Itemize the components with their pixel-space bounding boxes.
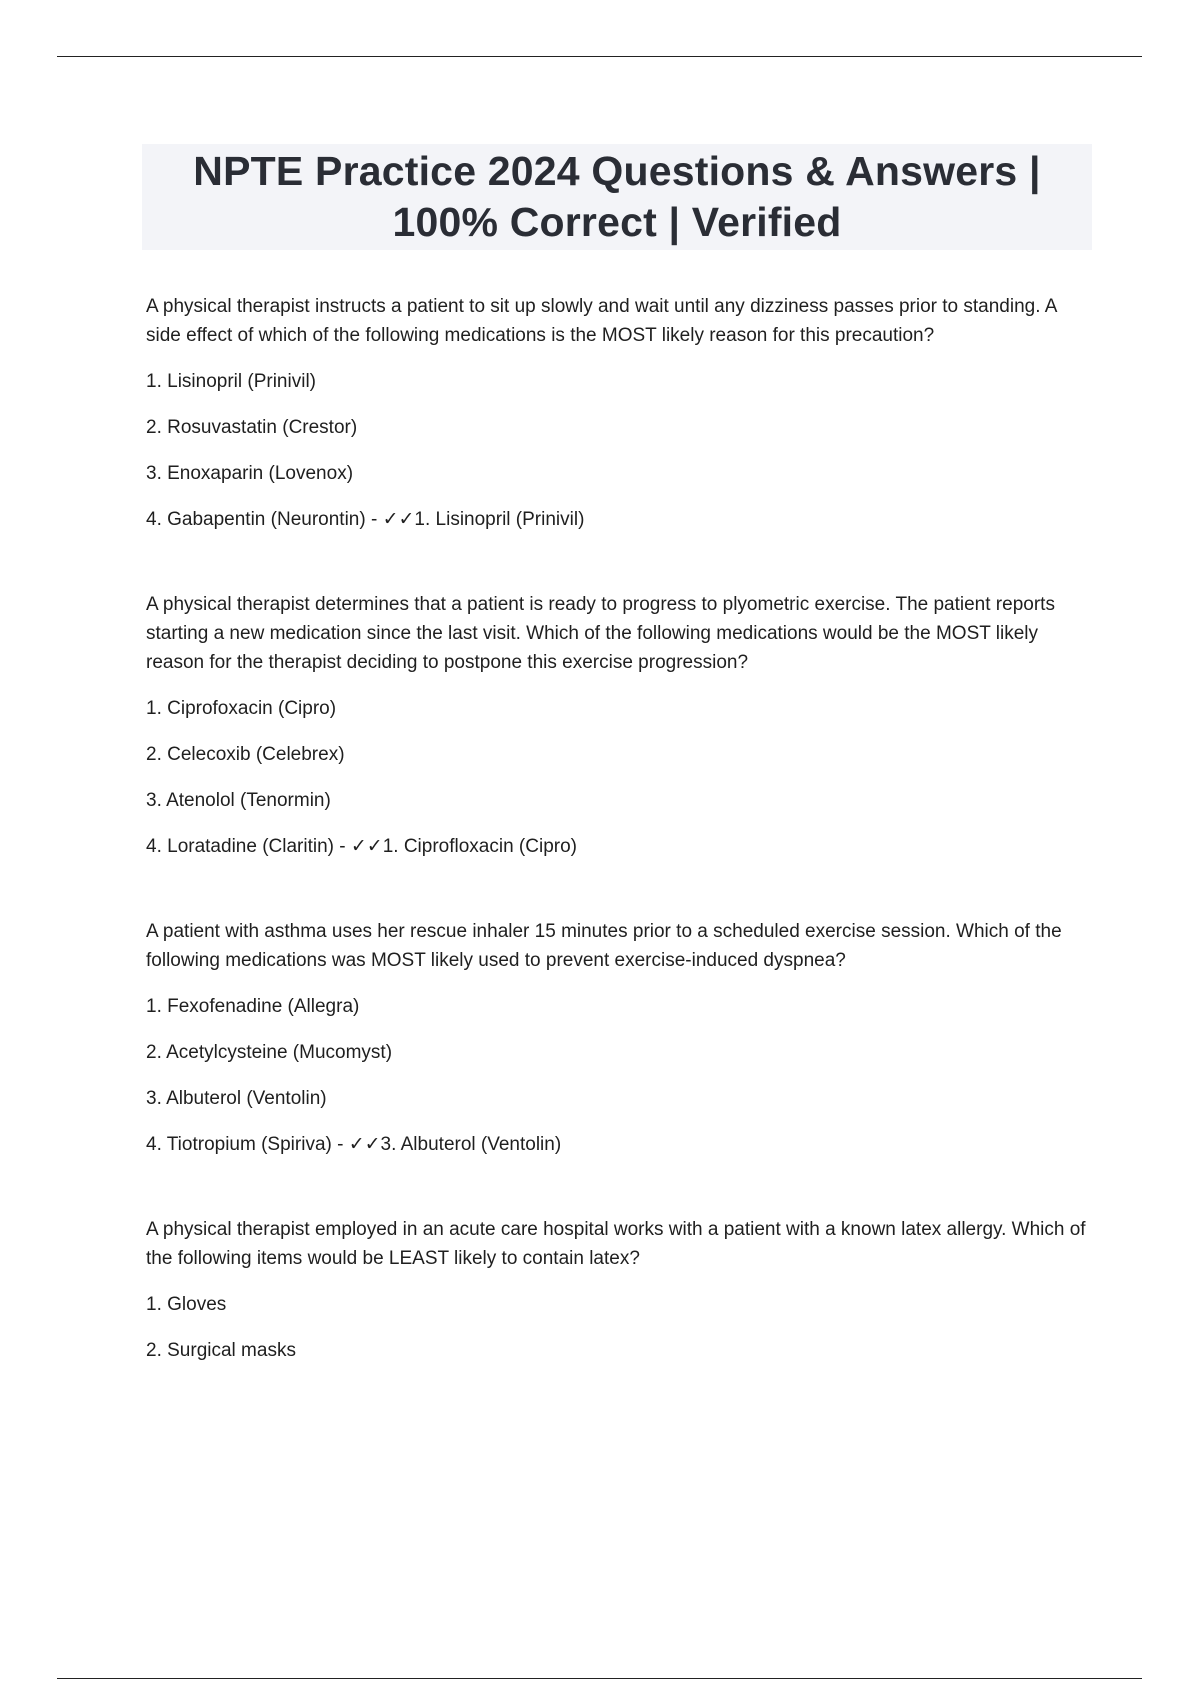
answer-option: 1. Gloves bbox=[146, 1294, 227, 1315]
answer-option: 2. Rosuvastatin (Crestor) bbox=[146, 417, 358, 438]
document-title: NPTE Practice 2024 Questions & Answers | 100% Correct | Verified bbox=[193, 148, 1041, 245]
header-rule bbox=[57, 56, 1142, 57]
question-text: A physical therapist determines that a patient is ready to progress to plyometric exercise. The patient reports starting a new medication since the last visit. Which of the following medications would be the MOST likely reason for the therapist deciding to postpone this exercise progression? bbox=[146, 594, 1055, 673]
answer-option: 2. Surgical masks bbox=[146, 1340, 296, 1361]
question-list bbox=[146, 292, 1096, 1382]
answer-option: 2. Celecoxib (Celebrex) bbox=[146, 744, 345, 765]
question-block bbox=[146, 917, 1096, 1159]
footer-rule bbox=[57, 1678, 1142, 1679]
answer-option-with-key: 4. Tiotropium (Spiriva) - ✓✓3. Albuterol (Ventolin) bbox=[146, 1134, 562, 1155]
question-block bbox=[146, 292, 1096, 534]
question-block bbox=[146, 590, 1096, 861]
answer-option: 3. Enoxaparin (Lovenox) bbox=[146, 463, 354, 484]
question-text: A physical therapist instructs a patient to sit up slowly and wait until any dizziness passes prior to standing. A side effect of which of the following medications is the MOST likely reason for this precaution? bbox=[146, 296, 1057, 346]
answer-option: 1. Fexofenadine (Allegra) bbox=[146, 996, 360, 1017]
answer-option: 1. Ciprofoxacin (Cipro) bbox=[146, 698, 337, 719]
question-text: A physical therapist employed in an acute care hospital works with a patient with a known latex allergy. Which of the following items would be LEAST likely to contain latex? bbox=[146, 1219, 1086, 1269]
answer-option-with-key: 4. Gabapentin (Neurontin) - ✓✓1. Lisinopril (Prinivil) bbox=[146, 509, 585, 530]
question-text: A patient with asthma uses her rescue inhaler 15 minutes prior to a scheduled exercise session. Which of the following medications was MOST likely used to prevent exercise-induced dyspnea? bbox=[146, 921, 1062, 971]
answer-option: 1. Lisinopril (Prinivil) bbox=[146, 371, 316, 392]
answer-option: 3. Albuterol (Ventolin) bbox=[146, 1088, 327, 1109]
answer-option: 2. Acetylcysteine (Mucomyst) bbox=[146, 1042, 393, 1063]
question-block bbox=[146, 1215, 1096, 1365]
answer-option-with-key: 4. Loratadine (Claritin) - ✓✓1. Ciprofloxacin (Cipro) bbox=[146, 836, 577, 857]
answer-option: 3. Atenolol (Tenormin) bbox=[146, 790, 331, 811]
title-banner bbox=[142, 144, 1092, 250]
